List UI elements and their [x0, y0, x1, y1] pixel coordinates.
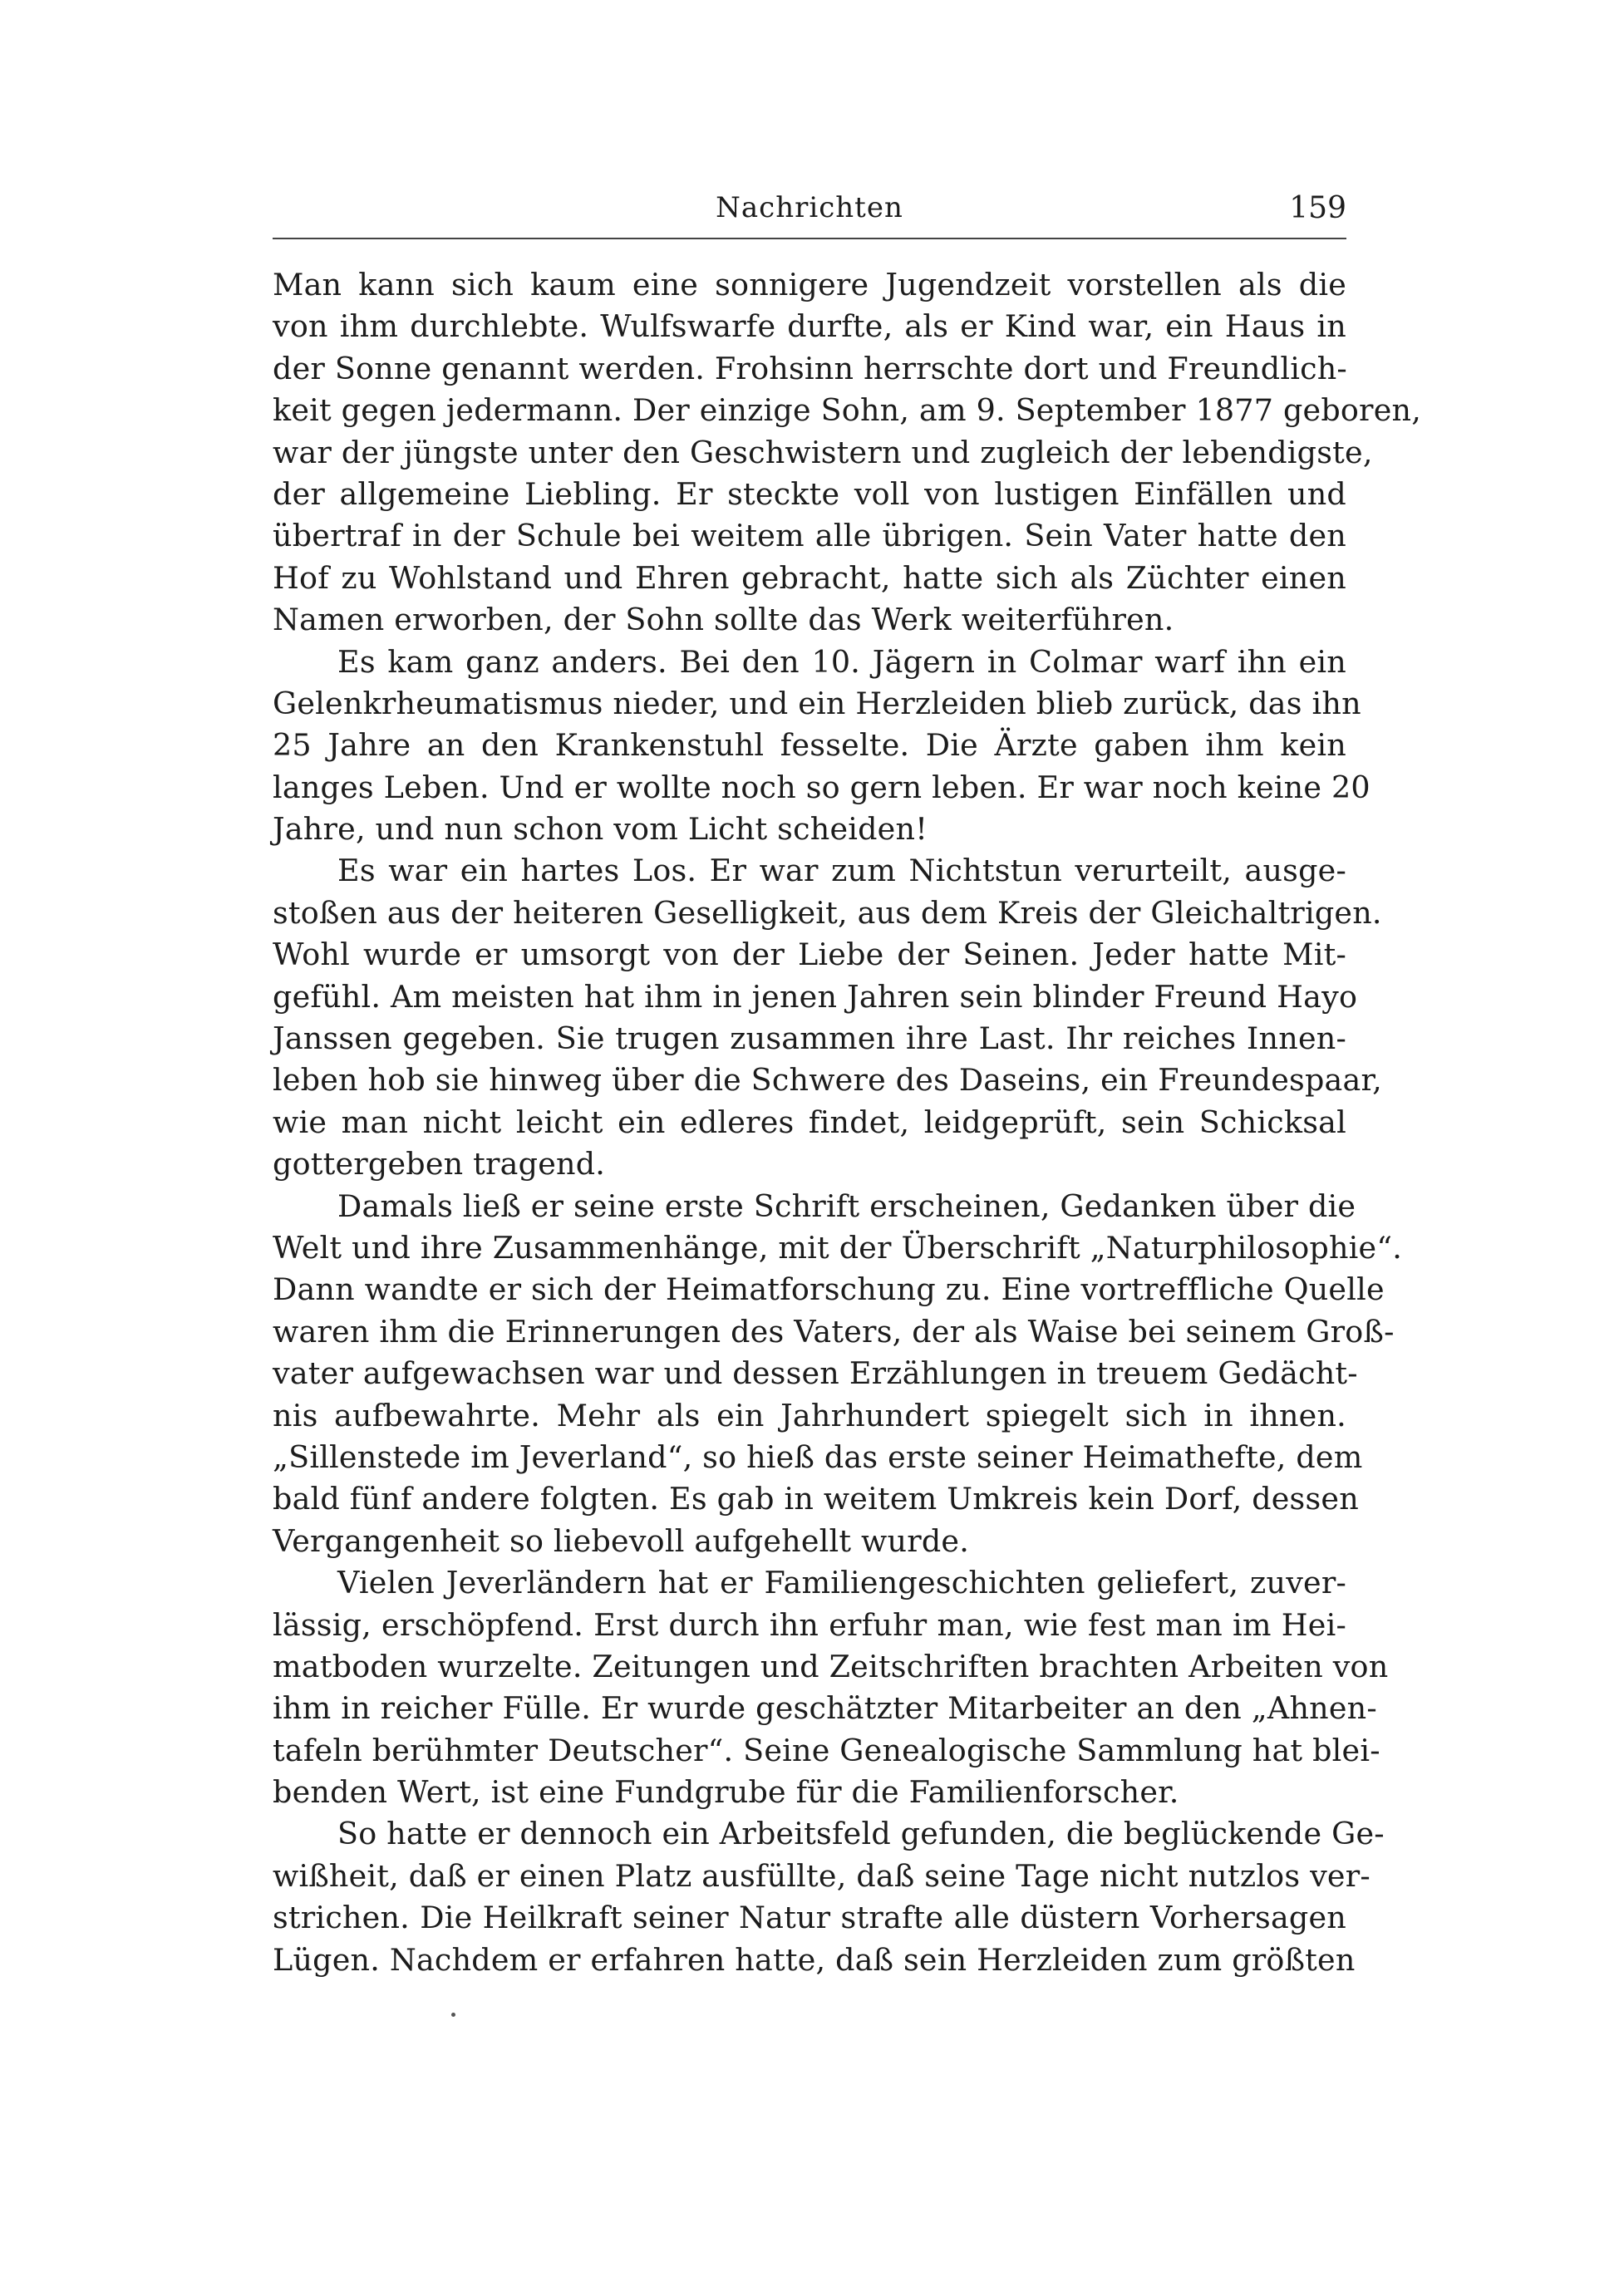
text-line: wißheit, daß er einen Platz ausfüllte, daß seine Tage nicht nutzlos ver-: [273, 1857, 1370, 1894]
text-line: So hatte er dennoch ein Arbeitsfeld gefunden, die beglückende Ge-: [337, 1816, 1385, 1852]
text-line: tafeln berühmter Deutscher“. Seine Genealogische Sammlung hat blei-: [273, 1732, 1380, 1768]
page-number: 159: [1289, 191, 1346, 225]
header-rule: [273, 238, 1346, 239]
text-line: bald fünf andere folgten. Es gab in weitem Umkreis kein Dorf, dessen: [273, 1481, 1359, 1517]
text-line: war der jüngste unter den Geschwistern und zugleich der lebendigste,: [273, 434, 1373, 470]
text-line: Namen erworben, der Sohn sollte das Werk weiterführen.: [273, 602, 1174, 638]
text-line: vater aufgewachsen war und dessen Erzählungen in treuem Gedächt-: [273, 1355, 1358, 1392]
text-line: der allgemeine Liebling. Er steckte voll von lustigen Einfällen und: [273, 475, 1346, 512]
text-line: langes Leben. Und er wollte noch so gern leben. Er war noch keine 20: [273, 769, 1370, 805]
text-line: Lügen. Nachdem er erfahren hatte, daß sein Herzleiden zum größten: [273, 1941, 1356, 1978]
text-line: „Sillenstede im Jeverland“, so hieß das erste seiner Heimathefte, dem: [273, 1438, 1363, 1475]
text-line: benden Wert, ist eine Fundgrube für die Familienforscher.: [273, 1774, 1179, 1811]
text-line: Vielen Jeverländern hat er Familiengeschichten geliefert, zuver-: [337, 1565, 1346, 1601]
text-line: übertraf in der Schule bei weitem alle übrigen. Sein Vater hatte den: [273, 518, 1346, 554]
body-text: [273, 264, 1422, 1981]
text-line: Man kann sich kaum eine sonnigere Jugendzeit vorstellen als die: [273, 267, 1346, 302]
text-line: von ihm durchlebte. Wulfswarfe durfte, als er Kind war, ein Haus in: [273, 308, 1346, 345]
text-line: Jahre, und nun schon vom Licht scheiden!: [273, 811, 928, 848]
text-line: Wohl wurde er umsorgt von der Liebe der Seinen. Jeder hatte Mit-: [273, 937, 1346, 973]
text-line: Welt und ihre Zusammenhänge, mit der Überschrift „Naturphilosophie“.: [273, 1229, 1403, 1266]
text-line: matboden wurzelte. Zeitungen und Zeitschriften brachten Arbeiten von: [273, 1648, 1389, 1684]
text-line: Damals ließ er seine erste Schrift erscheinen, Gedanken über die: [337, 1187, 1356, 1224]
running-title: Nachrichten: [716, 191, 903, 224]
text-line: Gelenkrheumatismus nieder, und ein Herzleiden blieb zurück, das ihn: [273, 685, 1361, 721]
text-line: keit gegen jedermann. Der einzige Sohn, am 9. September 1877 geboren,: [273, 392, 1422, 429]
text-line: Es war ein hartes Los. Er war zum Nichtstun verurteilt, ausge-: [337, 853, 1346, 889]
text-line: Vergangenheit so liebevoll aufgehellt wurde.: [273, 1522, 970, 1559]
text-line: Hof zu Wohlstand und Ehren gebracht, hatte sich als Züchter einen: [273, 559, 1346, 596]
text-line: wie man nicht leicht ein edleres findet, leidgeprüft, sein Schicksal: [273, 1104, 1346, 1140]
text-line: gottergeben tragend.: [273, 1146, 606, 1182]
text-line: Janssen gegeben. Sie trugen zusammen ihre Last. Ihr reiches Innen-: [273, 1020, 1346, 1057]
text-line: Es kam ganz anders. Bei den 10. Jägern in Colmar warf ihn ein: [337, 643, 1346, 680]
text-line: gefühl. Am meisten hat ihm in jenen Jahren sein blinder Freund Hayo: [273, 978, 1358, 1015]
text-line: 25 Jahre an den Krankenstuhl fesselte. Die Ärzte gaben ihm kein: [273, 727, 1346, 764]
text-line: der Sonne genannt werden. Frohsinn herrschte dort und Freundlich-: [273, 350, 1347, 386]
text-line: strichen. Die Heilkraft seiner Natur strafte alle düstern Vorhersagen: [273, 1900, 1346, 1936]
text-line: ihm in reicher Fülle. Er wurde geschätzter Mitarbeiter an den „Ahnen-: [273, 1690, 1377, 1727]
page-header: [273, 184, 1346, 234]
text-line: stoßen aus der heiteren Geselligkeit, aus dem Kreis der Gleichaltrigen.: [273, 894, 1382, 931]
text-line: waren ihm die Erinnerungen des Vaters, der als Waise bei seinem Groß-: [273, 1313, 1395, 1350]
text-line: Dann wandte er sich der Heimatforschung zu. Eine vortreffliche Quelle: [273, 1271, 1385, 1308]
text-line: nis aufbewahrte. Mehr als ein Jahrhundert spiegelt sich in ihnen.: [273, 1397, 1346, 1433]
text-line: lässig, erschöpfend. Erst durch ihn erfuhr man, wie fest man im Hei-: [273, 1606, 1346, 1643]
ink-speck: [451, 2013, 455, 2017]
text-line: leben hob sie hinweg über die Schwere des Daseins, ein Freundespaar,: [273, 1062, 1382, 1099]
